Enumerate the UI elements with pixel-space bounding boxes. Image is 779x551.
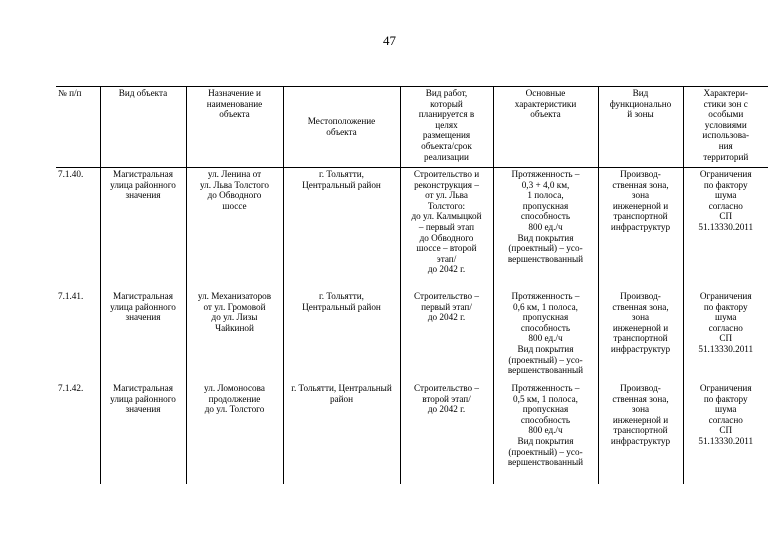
cell-type: Магистральная улица районного значения: [100, 382, 186, 484]
cell-type: Магистральная улица районного значения: [100, 290, 186, 382]
cell-restrictions: Ограничения по фактору шума согласно СП 51.13330.2011: [683, 382, 768, 484]
header-characteristics: Основные характеристики объекта: [493, 87, 598, 168]
header-works: Вид работ, который планируется в целях размещения объекта/срок реализации: [400, 87, 493, 168]
cell-characteristics: Протяженность – 0,6 км, 1 полоса, пропускная способность 800 ед./ч Вид покрытия (проектный) – усо- вершенствованный: [493, 290, 598, 382]
header-name: Назначение и наименование объекта: [186, 87, 283, 168]
cell-num: 7.1.42.: [58, 383, 84, 393]
cell-characteristics: Протяженность – 0,5 км, 1 полоса, пропускная способность 800 ед./ч Вид покрытия (проектный) – усо- вершенствованный: [493, 382, 598, 484]
header-type: Вид объекта: [100, 87, 186, 168]
cell-location: г. Тольятти, Центральный район: [283, 290, 400, 382]
header-num: № п/п: [56, 87, 100, 168]
cell-works: Строительство – первый этап/ до 2042 г.: [400, 290, 493, 382]
cell-num: 7.1.40.: [58, 169, 84, 179]
cell-characteristics: Протяженность – 0,3 + 4,0 км, 1 полоса, пропускная способность 800 ед./ч Вид покрытия (проектный) – усо- вершенствованный: [493, 168, 598, 291]
cell-num: 7.1.41.: [58, 291, 84, 301]
header-location: Местоположение объекта: [283, 87, 400, 168]
table-header-row: [56, 87, 768, 168]
cell-location: г. Тольятти, Центральный район: [283, 382, 400, 484]
cell-type: Магистральная улица районного значения: [100, 168, 186, 291]
table-row: [56, 290, 768, 382]
cell-name: ул. Ломоносова продолжение до ул. Толстого: [186, 382, 283, 484]
page-number: 47: [383, 33, 396, 48]
cell-zone: Производ- ственная зона, зона инженерной и транспортной инфраструктур: [598, 168, 683, 291]
cell-works: Строительство и реконструкция – от ул. Льва Толстого: до ул. Калмыцкой – первый этап до Обводного шоссе – второй этап/ до 2042 г.: [400, 168, 493, 291]
table-row: [56, 168, 768, 291]
table-row: [56, 382, 768, 484]
cell-location: г. Тольятти, Центральный район: [283, 168, 400, 291]
header-restrictions: Характери- стики зон с особыми условиями использова- ния территорий: [683, 87, 768, 168]
cell-name: ул. Механизаторов от ул. Громовой до ул. Лизы Чайкиной: [186, 290, 283, 382]
cell-works: Строительство – второй этап/ до 2042 г.: [400, 382, 493, 484]
objects-table: [56, 86, 768, 484]
cell-zone: Производ- ственная зона, зона инженерной и транспортной инфраструктур: [598, 382, 683, 484]
header-zone: Вид функционально й зоны: [598, 87, 683, 168]
cell-restrictions: Ограничения по фактору шума согласно СП 51.13330.2011: [683, 290, 768, 382]
cell-zone: Производ- ственная зона, зона инженерной и транспортной инфраструктур: [598, 290, 683, 382]
cell-restrictions: Ограничения по фактору шума согласно СП 51.13330.2011: [683, 168, 768, 291]
cell-name: ул. Ленина от ул. Льва Толстого до Обводного шоссе: [186, 168, 283, 291]
